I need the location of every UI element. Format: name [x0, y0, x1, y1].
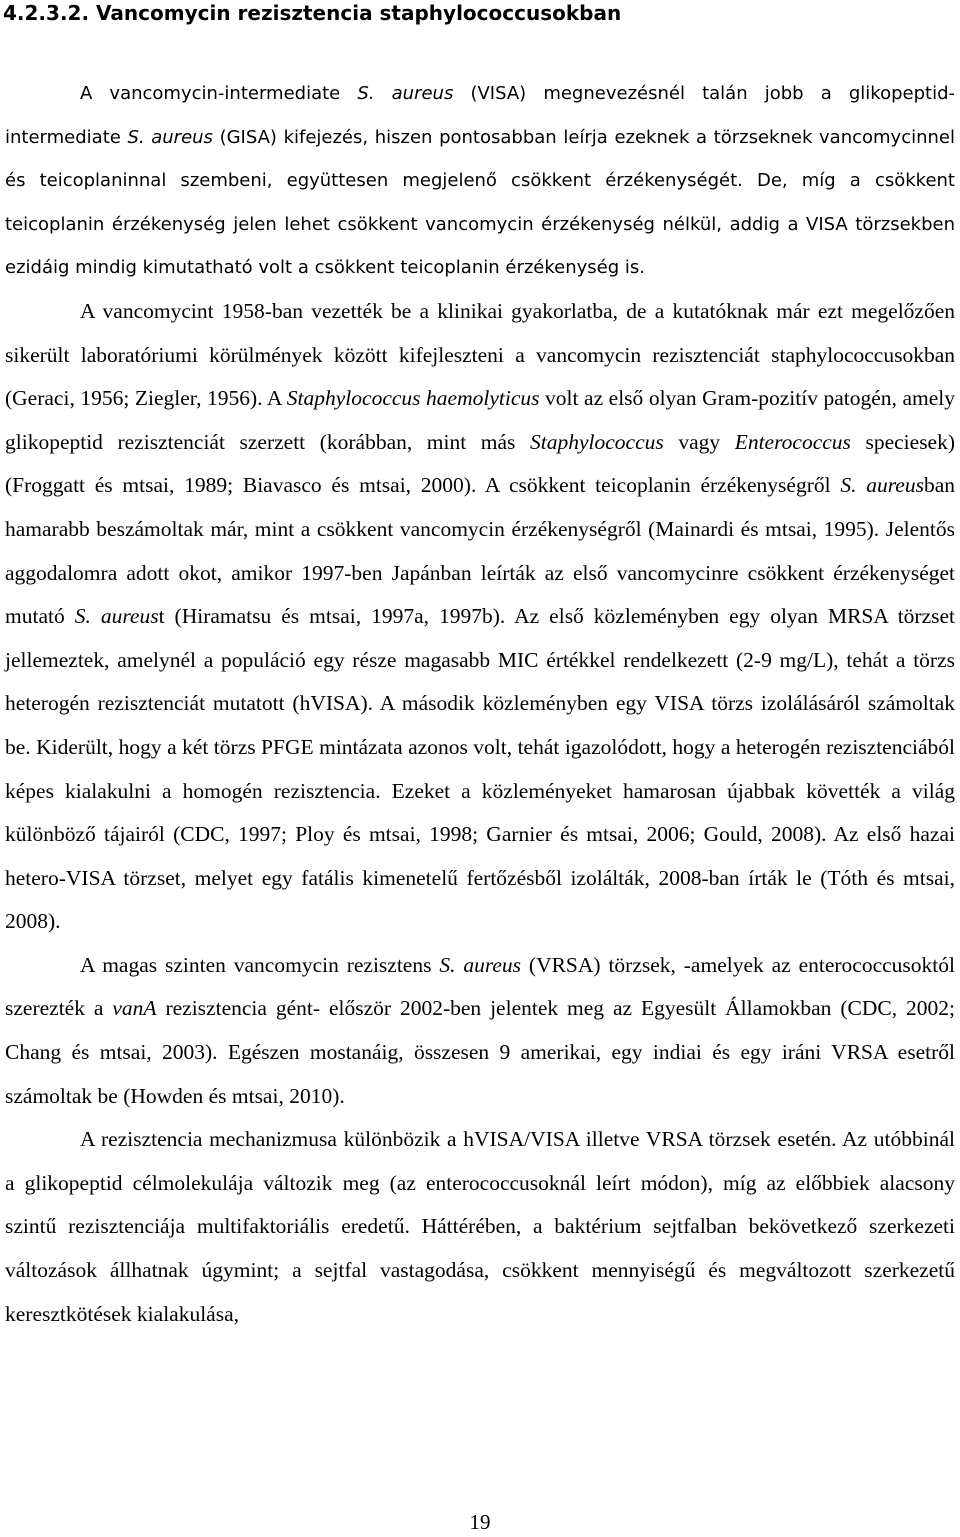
species-name: S. aureus	[840, 473, 924, 498]
genus-name: Enterococcus	[734, 429, 851, 454]
paragraph-vrsa	[5, 944, 955, 1118]
text-run: A vancomycint 1958-ban vezették be a klinikai gyakorlatba, de a kutatóknak már ezt megelőzően sikerült laboratóriumi körülmények között kifejleszteni a vancomycin rezisztenciát staphylococcusokban (Geraci, 1956; Ziegler, 1956). A	[5, 298, 955, 411]
text-run: A magas szinten vancomycin rezisztens	[80, 952, 440, 977]
gene-name: vanA	[112, 996, 157, 1021]
species-name: S. aureus	[357, 83, 454, 104]
paragraph-visa-definition	[5, 72, 955, 290]
species-name: Staphylococcus haemolyticus	[286, 386, 540, 411]
text-run: t (Hiramatsu és mtsai, 1997a, 1997b). Az első közleményben egy olyan MRSA törzset jellemeztek, amelynél a populáció egy része magasabb MIC értékkel rendelkezett (2-9 mg/L), tehát a törzs heterogén rezisztenciát mutatott (hVISA). A második közleményben egy VISA törzs izolálásáról számoltak be. Kiderült, hogy a két törzs PFGE mintázata azonos volt, tehát igazolódott, hogy a heterogén rezisztenciából képes kialakulni a homogén rezisztencia. Ezeket a közleményeket hamarosan újabbak követték a világ különböző tájairól (CDC, 1997; Ploy és mtsai, 1998; Garnier és mtsai, 2006; Gould, 2008). Az első hazai hetero-VISA törzset, melyet egy fatális kimenetelű fertőzésből izolálták, 2008-ban írták le (Tóth és mtsai, 2008).	[5, 604, 956, 934]
text-run: (VISA) megnevezésnél talán jobb a glikopeptid-intermediate	[5, 83, 955, 148]
section-heading: 4.2.3.2. Vancomycin rezisztencia staphylococcusokban	[3, 1, 622, 25]
species-name: S. aureus	[439, 952, 522, 977]
text-run: vagy	[663, 429, 735, 454]
text-run: A rezisztencia mechanizmusa különbözik a hVISA/VISA illetve VRSA törzsek esetén. Az utóbbinál a glikopeptid célmolekulája változik meg (az enterococcusoknál leírt módon), míg az előbbiek alacsony szintű rezisztenciája multifaktoriális eredetű. Háttérében, a baktérium sejtfalban bekövetkező szerkezeti változások állhatnak úgymint; a sejtfal vastagodása, csökkent mennyiségű és megváltozott szerkezetű keresztkötések kialakulása,	[5, 1127, 955, 1326]
text-run: (GISA) kifejezés, hiszen pontosabban leírja ezeknek a törzseknek vancomycinnel és teicoplaninnal szembeni, együttesen megjelenő csökkent érzékenységét. De, míg a csökkent teicoplanin érzékenység jelen lehet csökkent vancomycin érzékenység nélkül, addig a VISA törzsekben ezidáig mindig kimutatható volt a csökkent teicoplanin érzékenység is.	[5, 126, 955, 279]
text-run: ban hamarabb beszámoltak már, mint a csökkent vancomycin érzékenységről (Mainardi és mtsai, 1995). Jelentős aggodalomra adott okot, amikor 1997-ben Japánban leírták az első vancomycinre csökkent érzékenységet mutató	[5, 473, 955, 629]
text-run: volt az első olyan Gram-pozitív patogén, amely glikopeptid rezisztenciát szerzett (korábban, mint más	[5, 386, 955, 454]
species-name: S. aureus	[127, 126, 213, 148]
paragraph-mechanism	[5, 1118, 955, 1336]
body-text	[5, 72, 955, 1336]
genus-name: Staphylococcus	[530, 429, 664, 454]
species-name: S. aureus	[74, 604, 159, 629]
text-run: A vancomycin-intermediate	[80, 83, 358, 104]
text-run: rezisztencia gént- először 2002-ben jelentek meg az Egyesült Államokban (CDC, 2002; Chang és mtsai, 2003). Egészen mostanáig, összesen 9 amerikai, egy indiai és egy iráni VRSA esetről számoltak be (Howden és mtsai, 2010).	[5, 996, 955, 1108]
page-number: 19	[469, 1510, 491, 1534]
text-run: (VRSA) törzsek, -amelyek az enterococcusoktól szerezték a	[5, 952, 955, 1021]
paragraph-history	[5, 290, 955, 944]
text-run: speciesek) (Froggatt és mtsai, 1989; Biavasco és mtsai, 2000). A csökkent teicoplanin érzékenységről	[5, 429, 956, 498]
